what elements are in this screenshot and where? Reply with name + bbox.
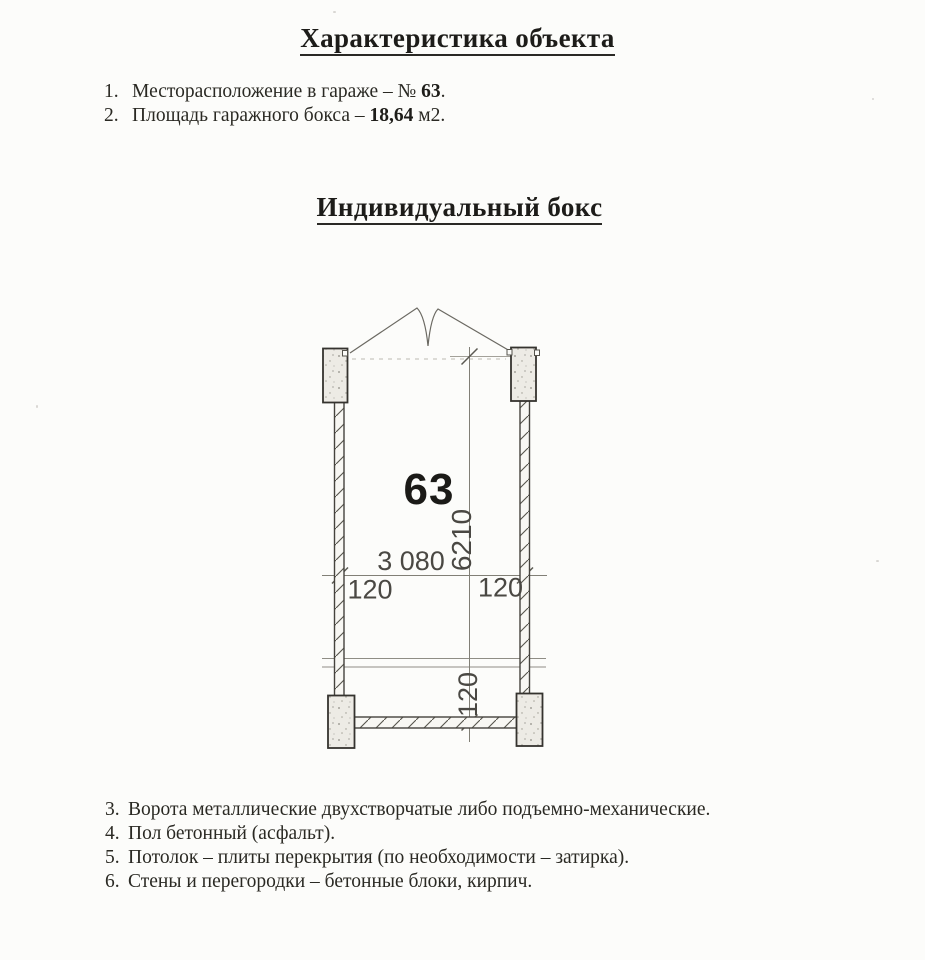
pillar-bottom-right (517, 694, 543, 747)
list-item-text: Площадь гаражного бокса – 18,64 м2. (132, 105, 446, 126)
gate-leaves-line (350, 308, 510, 353)
wall-right-dimension-label: 120 (477, 572, 524, 603)
scan-speck (876, 560, 879, 562)
pillar-top-left (323, 349, 348, 403)
gate-hinge-marks (343, 350, 540, 357)
list-item-number: 2. (104, 105, 119, 126)
list-item-text: Ворота металлические двухстворчатые либо подъемно-механические. (128, 799, 711, 820)
pillar-top-right (511, 348, 536, 402)
list-item-number: 6. (105, 871, 120, 892)
list-item-text: Пол бетонный (асфальт). (128, 823, 336, 844)
section-title-text: Индивидуальный бокс (317, 192, 603, 225)
scan-speck (333, 11, 336, 13)
right-wall (520, 400, 530, 695)
section-title (0, 192, 922, 223)
list-item-number: 5. (105, 847, 120, 868)
list-item (105, 799, 845, 821)
list-item-number: 4. (105, 823, 120, 844)
scan-speck (872, 98, 874, 100)
wall-bottom-dimension-label: 120 (453, 671, 483, 718)
dimension-ticks (332, 349, 533, 731)
list-item (104, 105, 844, 127)
list-item (105, 847, 845, 869)
list-item-text: Стены и перегородки – бетонные блоки, кирпич. (128, 871, 533, 892)
list-item-number: 3. (105, 799, 120, 820)
box-number-label: 63 (403, 465, 455, 514)
list-item-text: Месторасположение в гараже – № 63. (132, 81, 446, 102)
width-dimension-label: 3 080 (377, 546, 445, 576)
garage-plan-drawing (280, 285, 610, 760)
depth-dimension-label: 6210 (446, 508, 477, 572)
wall-left-dimension-label: 120 (347, 574, 393, 605)
scan-speck (36, 405, 38, 408)
list-item-text: Потолок – плиты перекрытия (по необходимости – затирка). (128, 847, 630, 868)
list-item-number: 1. (104, 81, 119, 102)
page-title (0, 23, 920, 54)
page-title-text: Характеристика объекта (300, 23, 615, 56)
list-item (105, 871, 845, 893)
list-item (104, 81, 844, 103)
rear-wall (352, 717, 540, 728)
pillar-bottom-left (328, 696, 355, 749)
left-wall (335, 402, 345, 698)
list-item (105, 823, 845, 845)
